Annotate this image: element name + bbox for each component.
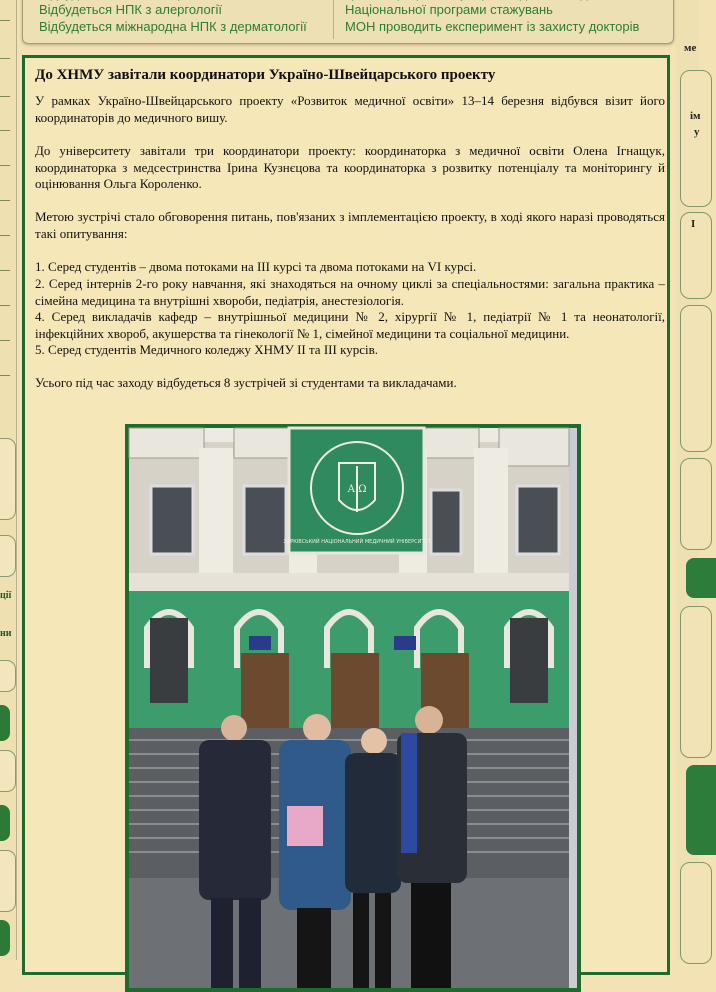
news-link[interactable]: Національної програми стажувань [345, 2, 553, 17]
list-item: 2. Серед інтернів 2-го року навчання, які знаходяться на очному циклі за спеціальностями: загальна практика – сімейна медицина та внутрішні хвороби, педіатрія, анестезіологія. [35, 276, 665, 308]
sidebar-green-button[interactable] [0, 920, 10, 956]
sidebar-fragment: ме [684, 42, 697, 54]
sidebar-widget[interactable] [680, 862, 712, 964]
article-paragraph: Усього під час заходу відбудеться 8 зустрічей зі студентами та викладачами. [35, 375, 457, 390]
sidebar-divider [0, 200, 10, 201]
news-divider [333, 0, 334, 39]
news-link[interactable]: Відбудеться міжнародна НПК з дерматології [39, 19, 307, 34]
article-panel [22, 55, 670, 975]
news-link[interactable]: МОН проводить експеримент із захисту докторів [345, 19, 640, 34]
sidebar-widget[interactable] [0, 850, 16, 912]
list-item: 4. Серед викладачів кафедр – внутрішньої медицини № 2, хірургії № 1, педіатрії № 1 та неонатології, інфекційних хвороб, акушерства та гінекології № 1, сімейної медицини та соціальної медицини. [35, 309, 665, 341]
sidebar-divider [0, 305, 10, 306]
sidebar-widget[interactable] [0, 535, 16, 577]
sidebar-widget[interactable] [0, 750, 16, 792]
sidebar-divider [0, 165, 10, 166]
left-sidebar [0, 0, 17, 960]
sidebar-divider [0, 375, 10, 376]
sidebar-fragment: ни [0, 628, 12, 639]
sidebar-fragment: у [694, 126, 700, 138]
article-paragraph: До університету завітали три координатори проекту: координаторка з медичної освіти Олена Ігнащук, координаторка з медсестринства Ірина Кузнєцова та координаторка з розвитку потенціалу та моніторингу й оцінювання Ольга Короленко. [35, 143, 665, 192]
sidebar-fragment: І [691, 218, 696, 230]
sidebar-divider [0, 270, 10, 271]
sidebar-divider [0, 20, 10, 21]
sidebar-fragment: ції [0, 590, 12, 601]
emblem-ring-text: ХАРКІВСЬКИЙ НАЦІОНАЛЬНИЙ МЕДИЧНИЙ УНІВЕРСИТЕТ [283, 539, 431, 545]
list-item: 1. Серед студентів – двома потоками на ІІІ курсі та двома потоками на VI курсі. [35, 259, 477, 274]
sidebar-green-button[interactable] [0, 705, 10, 741]
sidebar-divider [0, 130, 10, 131]
sidebar-divider [0, 340, 10, 341]
sidebar-green-button[interactable] [0, 805, 10, 841]
sidebar-divider [0, 58, 10, 59]
sidebar-widget[interactable] [0, 660, 16, 692]
article-paragraph: У рамках Україно-Швейцарського проекту «Розвиток медичної освіти» 13–14 березня відбувся візит його координаторів до медичного вишу. [35, 93, 665, 125]
emblem-letters: А Ω [347, 484, 367, 495]
news-column-left [39, 0, 329, 35]
article-photo[interactable] [125, 424, 581, 992]
sidebar-widget[interactable] [680, 606, 712, 758]
article-title: До ХНМУ завітали координатори Україно-Швейцарського проекту [35, 67, 496, 83]
sidebar-green-button[interactable] [686, 765, 716, 855]
sidebar-fragment: ім [690, 110, 701, 122]
right-sidebar [676, 0, 699, 960]
article-paragraph: Метою зустрічі стало обговорення питань, пов'язаних з імплементацією проекту, в ході якого наразі проводяться такі опитування: [35, 209, 665, 241]
list-item: 5. Серед студентів Медичного коледжу ХНМУ ІІ та ІІІ курсів. [35, 342, 378, 357]
sidebar-widget[interactable] [680, 212, 712, 299]
news-ticker [22, 0, 674, 44]
sidebar-widget[interactable] [0, 438, 16, 520]
sidebar-green-button[interactable] [686, 558, 716, 598]
sidebar-divider [0, 96, 10, 97]
sidebar-divider [0, 235, 10, 236]
news-column-right [345, 0, 665, 35]
building-photo-illustration [129, 428, 569, 988]
news-link[interactable]: Відбудеться НПК з алергології [39, 2, 223, 17]
sidebar-widget[interactable] [680, 70, 712, 207]
sidebar-widget[interactable] [680, 458, 712, 550]
sidebar-widget[interactable] [680, 305, 712, 452]
